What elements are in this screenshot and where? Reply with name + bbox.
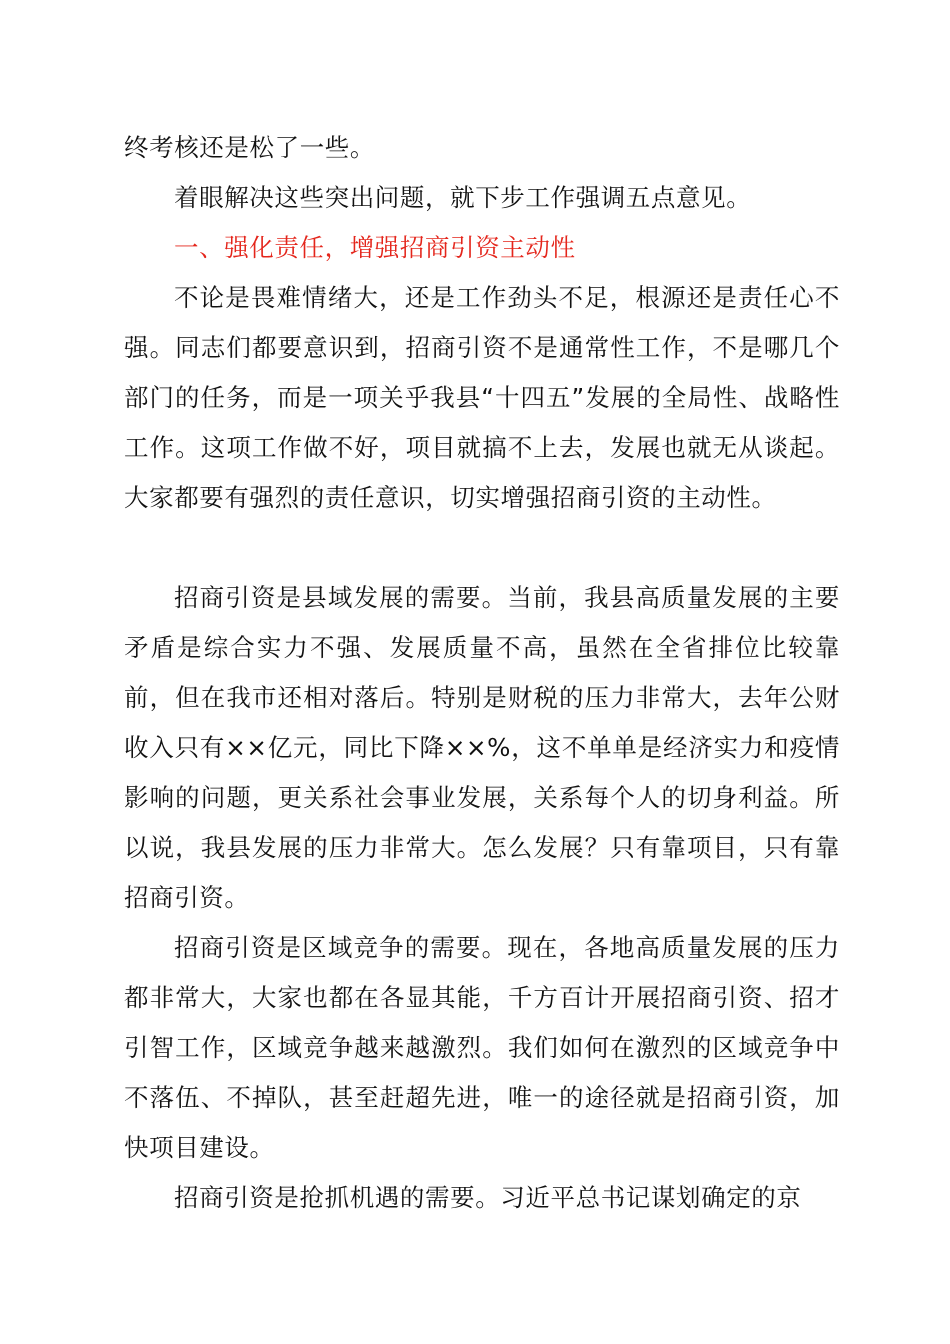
- paragraph-regional-competition: 招商引资是区域竞争的需要。现在，各地高质量发展的压力都非常大，大家也都在各显其能，千方百计开展招商引资、招才引智工作，区域竞争越来越激烈。我们如何在激烈的区域竞争中不落伍、不掉队，甚至赶超先进，唯一的途径就是招商引资，加快项目建设。: [124, 933, 840, 1162]
- paragraph-opportunity: 招商引资是抢抓机遇的需要。习近平总书记谋划确定的京: [174, 1183, 802, 1212]
- paragraph-responsibility: 不论是畏难情绪大，还是工作劲头不足，根源还是责任心不强。同志们都要意识到，招商引资不是通常性工作，不是哪几个部门的任务，而是一项关乎我县“十四五”发展的全局性、战略性工作。这项工作做不好，项目就搞不上去，发展也就无从谈起。大家都要有强烈的责任意识，切实增强招商引资的主动性。: [124, 283, 840, 512]
- paragraph-continuation: 终考核还是松了一些。: [124, 133, 375, 162]
- paragraph-county-development: 招商引资是县域发展的需要。当前，我县高质量发展的主要矛盾是综合实力不强、发展质量不高，虽然在全省排位比较靠前，但在我市还相对落后。特别是财税的压力非常大，去年公财收入只有××亿元，同比下降××%，这不单单是经济实力和疫情影响的问题，更关系社会事业发展，关系每个人的切身利益。所以说，我县发展的压力非常大。怎么发展？只有靠项目，只有靠招商引资。: [124, 583, 840, 912]
- paragraph-intro: 着眼解决这些突出问题，就下步工作强调五点意见。: [174, 183, 752, 212]
- section-heading: 一、强化责任，增强招商引资主动性: [174, 233, 576, 262]
